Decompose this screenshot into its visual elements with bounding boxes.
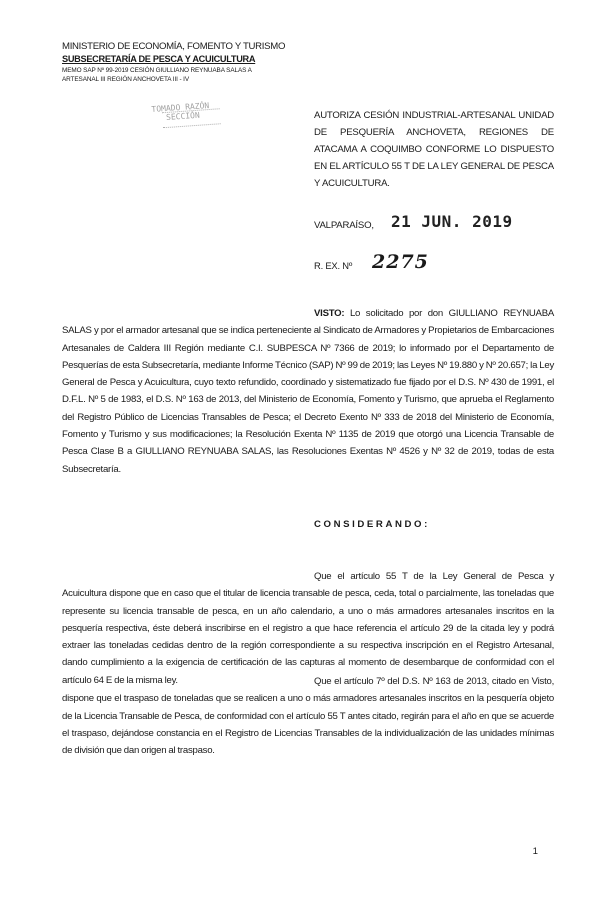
- stamp-mark: [162, 108, 221, 128]
- page-number: 1: [532, 846, 538, 857]
- considerando-heading: CONSIDERANDO:: [314, 519, 430, 530]
- place-label: VALPARAÍSO,: [314, 220, 374, 231]
- place-and-date: [314, 212, 554, 242]
- subsecretaria-name: SUBSECRETARÍA DE PESCA Y ACUICULTURA: [62, 54, 256, 64]
- considerando-paragraph-2: Que el artículo 7º del D.S. Nº 163 de 2013, citado en Visto, dispone que el traspaso de toneladas que se realicen a uno o más armadores artesanales inscritos en la pesquería objeto de la Licencia Transable de Pesca, de conformidad con el artículo 55 T antes citado, regirán para el año en que se acuerde el traspaso, dejándose constancia en el Registro de Licencias Transables de la individualización de las unidades mínimas de división que dan origen al traspaso.: [62, 676, 554, 757]
- visto-paragraph: [62, 305, 554, 478]
- resolution-number: 2275: [372, 251, 429, 273]
- resolution-number-label: R. EX. Nº: [314, 260, 353, 271]
- visto-text: Lo solicitado por don GIULLIANO REYNUABA SALAS y por el armador artesanal que se indica perteneciente al Sindicato de Armadores y Propietarios de Embarcaciones Artesanales de Caldera III Región mediante C.I. SUBPESCA Nº 7366 de 2019; lo informado por el Departamento de Pesquerías de esta Subsecretaría, mediante Informe Técnico (SAP) Nº 99 de 2019; las Leyes Nº 19.880 y Nº 20.657; la Ley General de Pesca y Acuicultura, cuyo texto refundido, coordinado y sistematizado fue fijado por el D.S. Nº 430 de 1991, el D.F.L. Nº 5 de 1983, el D.S. Nº 163 de 2013, del Ministerio de Economía, Fomento y Turismo, que aprueba el Reglamento del Registro Público de Licencias Transables de Pesca; el Decreto Exento Nº 333 de 2018 del Ministerio de Economía, Fomento y Turismo y sus modificaciones; la Resolución Exenta Nº 1135 de 2019 que otorgó una Licencia Transable de Pesca Clase B a GIULLIANO REYNUABA SALAS, las Resoluciones Exentas Nº 4526 y Nº 32 de 2019, todas de esta Subsecretaría.: [62, 308, 554, 475]
- date-stamp: 21 JUN. 2019: [391, 212, 513, 231]
- resolution-number-block: [314, 251, 514, 281]
- considerando-paragraph-1: Que el artículo 55 T de la Ley General de Pesca y Acuicultura dispone que en caso que el titular de licencia transable de pesca, ceda, total o parcialmente, las toneladas que represente su licencia transable de pesca, en un año calendario, a uno o más armadores artesanales inscritos en la pesquería respectiva, éste deberá inscribirse en el registro a que hace referencia el artículo 29 de la citada ley y podrá extraer las toneladas cedidas dentro de la región correspondiente a su respectiva inscripción en el Registro Artesanal, dando cumplimiento a la exigencia de certificación de las capturas al momento de desembarque de conformidad con el artículo 64 E de la misma ley.: [62, 571, 554, 686]
- stamp-line-1: TOMADO RAZÓN: [151, 100, 210, 115]
- visto-label: VISTO:: [314, 308, 345, 319]
- ministry-name: MINISTERIO DE ECONOMÍA, FOMENTO Y TURISMO: [62, 41, 286, 52]
- memo-reference-line-1: MEMO SAP Nº 99-2019 CESIÓN GIULLIANO REYNUABA SALAS A: [62, 67, 252, 74]
- faded-stamp: [151, 99, 239, 131]
- stamp-line-2: SECCIÓN: [165, 110, 201, 123]
- memo-reference-line-2: ARTESANAL III REGIÓN ANCHOVETA III - IV: [62, 76, 190, 83]
- resolution-title: AUTORIZA CESIÓN INDUSTRIAL-ARTESANAL UNIDAD DE PESQUERÍA ANCHOVETA, REGIONES DE ATACAMA A COQUIMBO CONFORME LO DISPUESTO EN EL ARTÍCULO 55 T DE LA LEY GENERAL DE PESCA Y ACUICULTURA.: [314, 110, 554, 189]
- letterhead: [62, 40, 302, 84]
